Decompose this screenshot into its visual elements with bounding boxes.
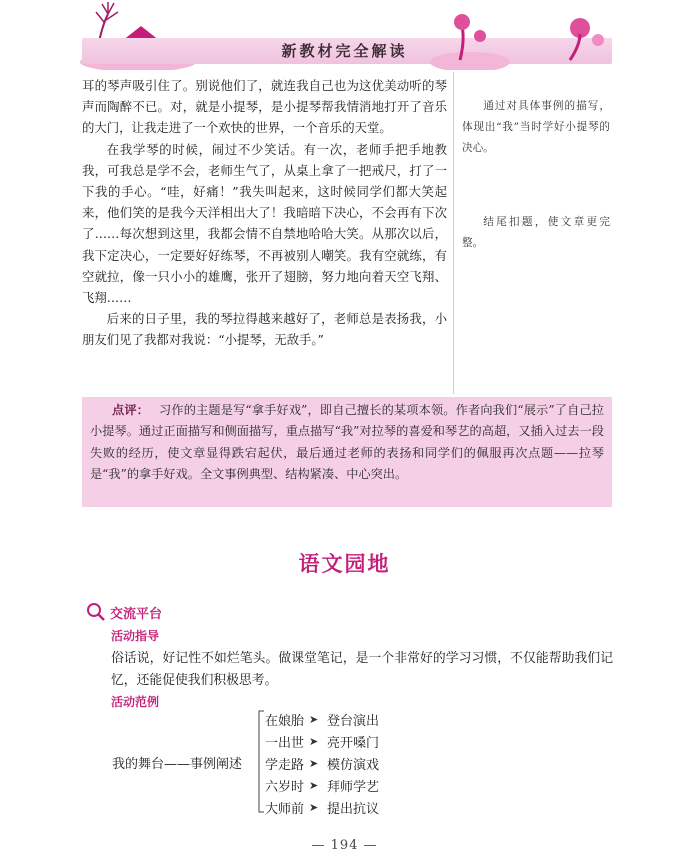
example-right: 亮开嗓门: [327, 735, 380, 751]
example-left: 大师前: [265, 801, 305, 817]
guide-text: 俗话说，好记性不如烂笔头。做课堂笔记，是一个非常好的学习习惯，不仅能帮助我们记忆，还能促使我们积极思考。: [111, 651, 613, 688]
subsection-label: 交流平台: [110, 606, 163, 622]
example-row: [265, 752, 379, 774]
section-title: 语文园地: [298, 551, 391, 576]
example-right: 拜师学艺: [327, 779, 380, 795]
margin-note: 结尾扣题，使文章更完整。: [462, 216, 610, 249]
arrow-right-icon: ➤: [309, 712, 319, 726]
example-row: [265, 774, 379, 796]
page-number: — 194 —: [311, 838, 378, 853]
comment-label: 点评：: [112, 403, 150, 417]
example-row: [265, 730, 379, 752]
example-right: 登台演出: [327, 713, 380, 729]
example-heading: 活动范例: [111, 695, 160, 709]
example-row: [265, 796, 379, 818]
arrow-right-icon: ➤: [309, 800, 319, 814]
essay-paragraph: 耳的琴声吸引住了。别说他们了，就连我自己也为这优美动听的琴声而陶醉不已。对，就是小提琴，是小提琴帮我情消地打开了音乐的大门，让我走进了一个欢快的世界，一个音乐的天堂。: [82, 78, 447, 136]
page-header: [0, 0, 689, 72]
example-left: 在娘胎: [265, 713, 305, 729]
arrow-right-icon: ➤: [309, 734, 319, 748]
comment-box: [82, 397, 612, 507]
arrow-right-icon: ➤: [309, 778, 319, 792]
guide-heading: 活动指导: [111, 629, 160, 643]
example-list: [265, 708, 379, 818]
example-root: 我的舞台——事例阐述: [112, 757, 243, 772]
essay-body: [82, 75, 447, 351]
magnifier-icon: [86, 602, 106, 622]
flowers-decoration-icon: [430, 0, 620, 70]
example-row: [265, 708, 379, 730]
example-left: 学走路: [265, 757, 305, 773]
essay-paragraph: 后来的日子里，我的琴拉得越来越好了，老师总是表扬我，小朋友们见了我都对我说：“小提琴，无敌手。”: [82, 311, 447, 348]
subsection-heading: [86, 601, 162, 623]
example-left: 六岁时: [265, 779, 305, 795]
example-right: 提出抗议: [327, 801, 380, 817]
example-left: 一出世: [265, 735, 305, 751]
comment-text: 习作的主题是写“拿手好戏”，即自己擅长的某项本领。作者向我们“展示”了自己拉小提琴。通过正面描写和侧面描写，重点描写“我”对拉琴的喜爱和琴艺的高超，又插入过去一段失败的经历，使文章显得跌宕起伏，最后通过老师的表扬和同学们的佩服再次点题——拉琴是“我”的拿手好戏。全文事例典型、结构紧凑、中心突出。: [90, 403, 604, 481]
margin-note: 通过对具体事例的描写，体现出“我”当时学好小提琴的决心。: [462, 100, 610, 154]
header-title: 新教材完全解读: [281, 42, 408, 60]
example-right: 模仿演戏: [327, 757, 380, 773]
essay-paragraph: 在我学琴的时候，闹过不少笑话。有一次，老师手把手地教我，可我总是学不会，老师生气了，从桌上拿了一把戒尺，打了一下我的手心。“哇，好痛！”我失叫起来，这时候同学们都大笑起来，他们笑的是我今天洋相出大了！我暗暗下决心，不会再有下次了……每次想到这里，我都会情不自禁地哈哈大笑。从那次以后，我下定决心，一定要好好练琴，不再被别人嘲笑。我有空就练，有空就拉，像一只小小的雄鹰，张开了翅膀，努力地向着天空飞翔、飞翔……: [82, 141, 447, 306]
brace-bracket: [257, 710, 265, 814]
arrow-right-icon: ➤: [309, 756, 319, 770]
margin-divider: [453, 72, 454, 394]
